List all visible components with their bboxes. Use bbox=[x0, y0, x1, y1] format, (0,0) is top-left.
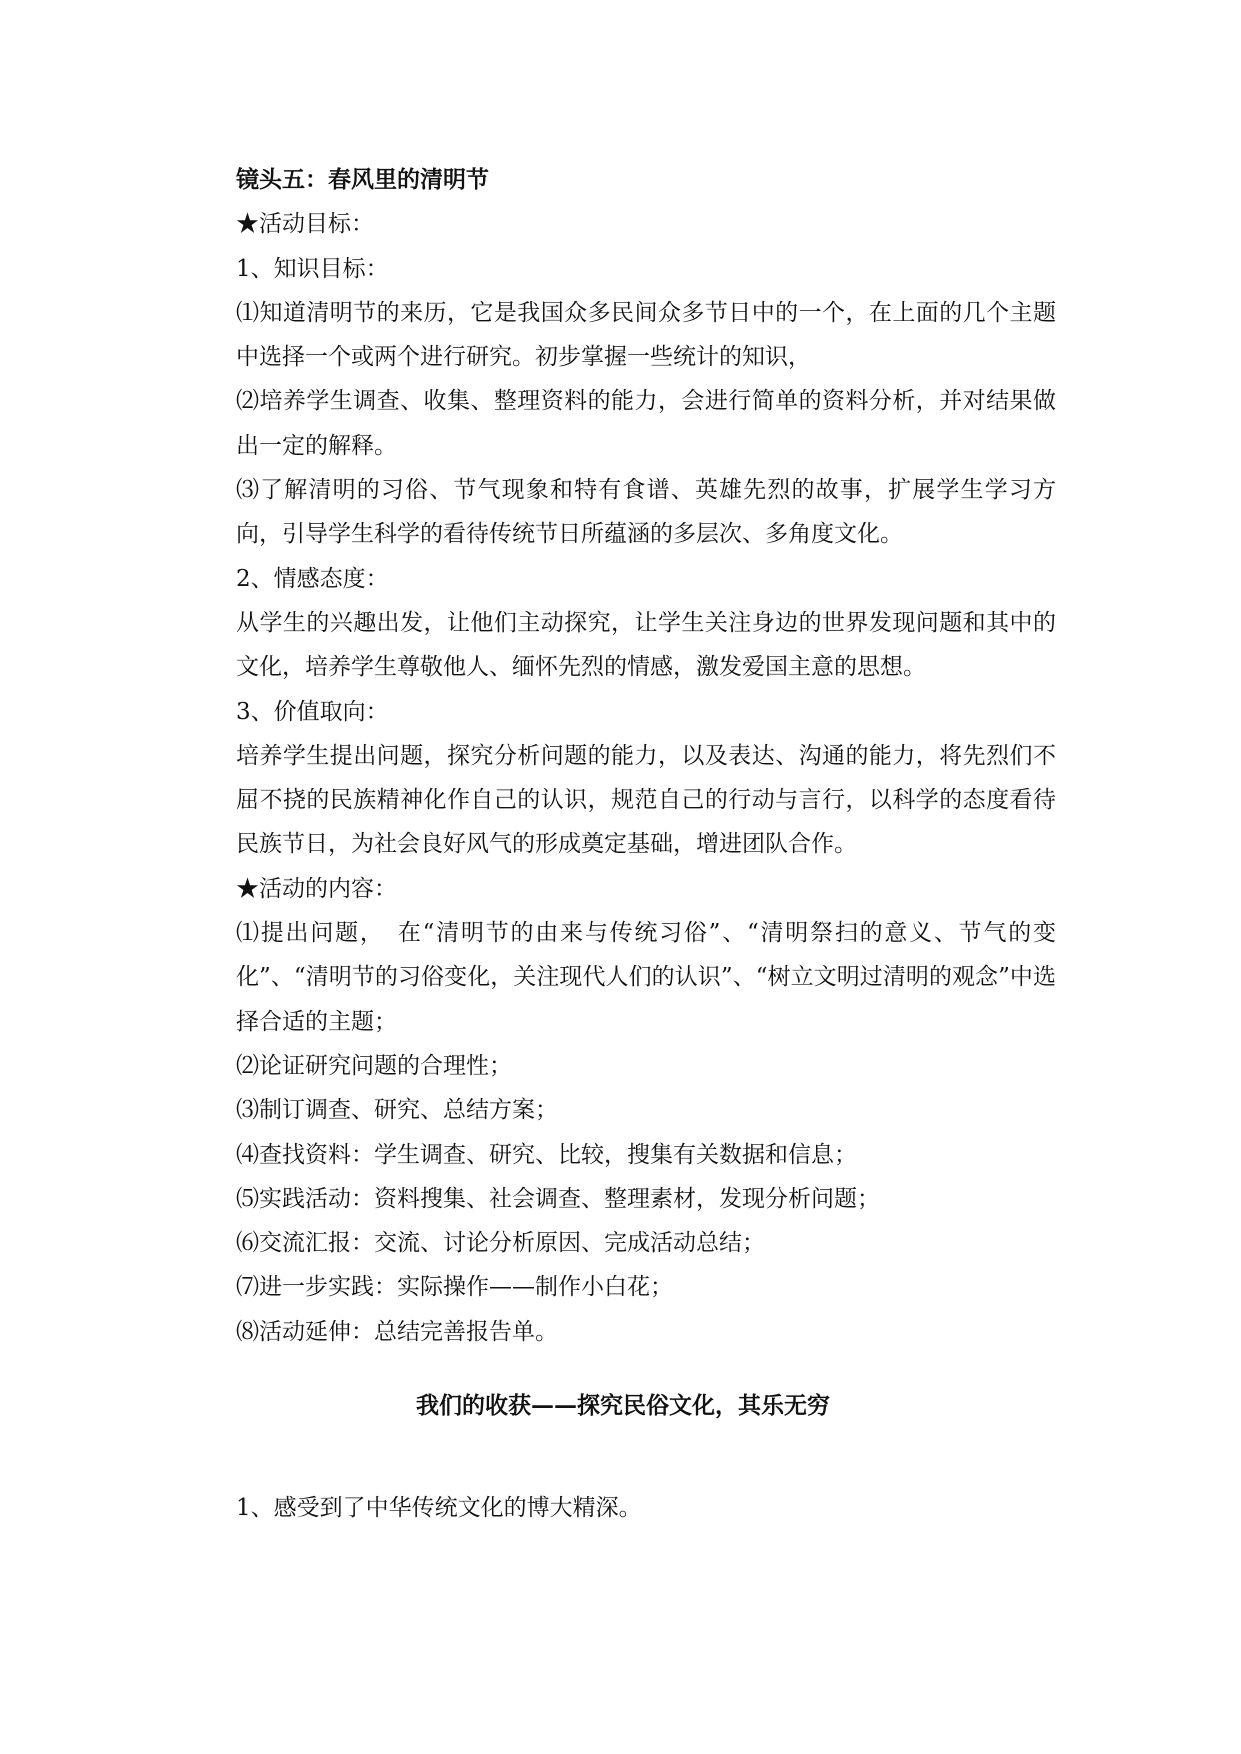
goal1-item: ⑶了解清明的习俗、节气现象和特有食谱、英雄先烈的故事，扩展学生学习方向，引导学生科学的看待传统节日所蕴涵的多层次、多角度文化。 bbox=[236, 477, 1056, 548]
content-item: ⑸实践活动：资料搜集、社会调查、整理素材，发现分析问题； bbox=[236, 1185, 880, 1212]
content-item: ⑹交流汇报：交流、讨论分析原因、完成活动总结； bbox=[236, 1230, 765, 1257]
goal3-heading: 3、价值取向： bbox=[236, 698, 389, 725]
content-item: ⑴提出问题， 在“清明节的由来与传统习俗”、“清明祭扫的意义、节气的变化”、“清明节的习俗变化，关注现代人们的认识”、“树立文明过清明的观念”中选择合适的主题； bbox=[236, 920, 1056, 1035]
section-title: 镜头五：春风里的清明节 bbox=[236, 166, 489, 193]
goal1-heading: 1、知识目标： bbox=[236, 255, 389, 282]
content-item: ⑻活动延伸：总结完善报告单。 bbox=[236, 1318, 558, 1345]
content-item: ⑷查找资料：学生调查、研究、比较，搜集有关数据和信息； bbox=[236, 1141, 857, 1168]
spacer bbox=[190, 1428, 1056, 1486]
harvest-heading: 我们的收获——探究民俗文化，其乐无穷 bbox=[416, 1392, 830, 1420]
goal1-item: ⑵培养学生调查、收集、整理资料的能力，会进行简单的资料分析，并对结果做出一定的解释。 bbox=[236, 388, 1056, 459]
content-item: ⑶制订调查、研究、总结方案； bbox=[236, 1097, 558, 1124]
goals-heading: ★活动目标： bbox=[236, 211, 374, 238]
goal1-item: ⑴知道清明节的来历，它是我国众多民间众多节日中的一个，在上面的几个主题中选择一个或两个进行研究。初步掌握一些统计的知识， bbox=[236, 299, 1056, 371]
harvest-item: 1、感受到了中华传统文化的博大精深。 bbox=[236, 1495, 642, 1522]
content-heading: ★活动的内容： bbox=[236, 875, 397, 902]
content-item: ⑵论证研究问题的合理性； bbox=[236, 1052, 512, 1079]
goal2-heading: 2、情感态度： bbox=[236, 565, 389, 592]
goal2-text: 从学生的兴趣出发，让他们主动探究，让学生关注身边的世界发现问题和其中的文化，培养学生尊敬他人、缅怀先烈的情感，激发爱国主意的思想。 bbox=[236, 609, 1056, 681]
document-body bbox=[190, 158, 1056, 1530]
content-item: ⑺进一步实践：实际操作——制作小白花； bbox=[236, 1274, 673, 1301]
goal3-text: 培养学生提出问题，探究分析问题的能力，以及表达、沟通的能力，将先烈们不屈不挠的民族精神化作自己的认识，规范自己的行动与言行，以科学的态度看待民族节日，为社会良好风气的形成奠定基础，增进团队合作。 bbox=[236, 742, 1056, 858]
